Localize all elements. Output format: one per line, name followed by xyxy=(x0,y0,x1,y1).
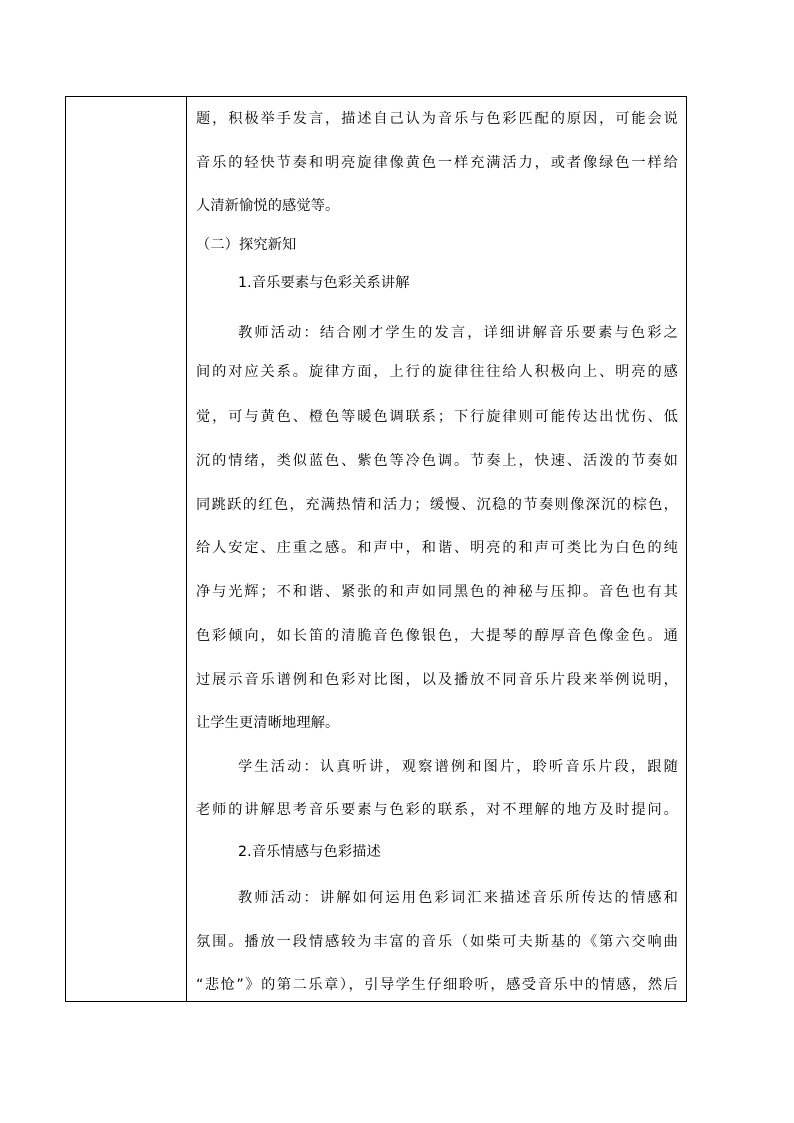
text-line: 教师活动：讲解如何运用色彩词汇来描述音乐所传达的情感和 xyxy=(238,890,678,906)
text-line: “悲怆”》的第二乐章），引导学生仔细聆听，感受音乐中的情感，然后 xyxy=(196,977,678,993)
text-line: 教师活动：结合刚才学生的发言，详细讲解音乐要素与色彩之 xyxy=(238,325,678,341)
subsection-heading: 2.音乐情感与色彩描述 xyxy=(238,844,381,860)
lesson-table xyxy=(65,96,687,1002)
text-line: 色彩倾向，如长笛的清脆音色像银色，大提琴的醇厚音色像金色。通 xyxy=(196,628,678,644)
text-line: 人清新愉悦的感觉等。 xyxy=(196,198,340,214)
subsection-heading: 1.音乐要素与色彩关系讲解 xyxy=(238,275,410,291)
text-line: 净与光辉；不和谐、紧张的和声如同黑色的神秘与压抑。音色也有其 xyxy=(196,584,678,600)
text-line: 觉，可与黄色、橙色等暖色调联系；下行旋律则可能传达出忧伤、低 xyxy=(196,409,678,425)
text-line: 氛围。播放一段情感较为丰富的音乐（如柴可夫斯基的《第六交响曲 xyxy=(196,934,678,950)
section-heading: （二）探究新知 xyxy=(196,237,297,253)
text-line: 同跳跃的红色，充满热情和活力；缓慢、沉稳的节奏则像深沉的棕色， xyxy=(196,497,678,513)
text-line: 老师的讲解思考音乐要素与色彩的联系，对不理解的地方及时提问。 xyxy=(196,802,678,818)
text-line: 音乐的轻快节奏和明亮旋律像黄色一样充满活力，或者像绿色一样给 xyxy=(196,155,678,171)
text-line: 题，积极举手发言，描述自己认为音乐与色彩匹配的原因，可能会说 xyxy=(196,111,678,127)
text-line: 间的对应关系。旋律方面，上行的旋律往往给人积极向上、明亮的感 xyxy=(196,364,678,380)
text-line: 学生活动：认真听讲，观察谱例和图片，聆听音乐片段，跟随 xyxy=(238,759,678,775)
text-line: 沉的情绪，类似蓝色、紫色等冷色调。节奏上，快速、活泼的节奏如 xyxy=(196,453,678,469)
table-content-cell xyxy=(188,97,686,1001)
text-line: 过展示音乐谱例和色彩对比图，以及播放不同音乐片段来举例说明， xyxy=(196,672,678,688)
text-line: 让学生更清晰地理解。 xyxy=(196,715,340,731)
table-left-cell xyxy=(66,97,187,1001)
text-line: 给人安定、庄重之感。和声中，和谐、明亮的和声可类比为白色的纯 xyxy=(196,540,678,556)
